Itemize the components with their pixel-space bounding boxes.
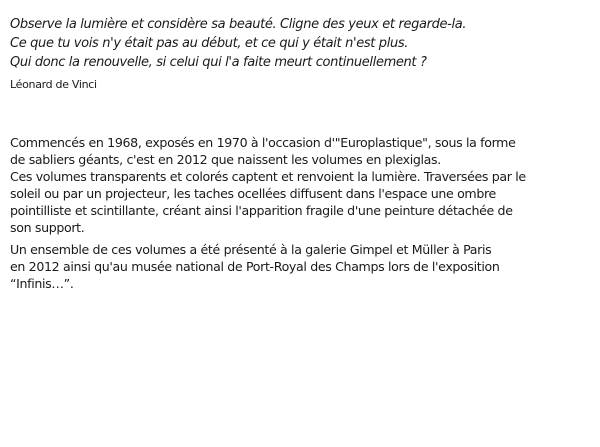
paragraph-line: “Infinis…”. <box>10 276 74 291</box>
quote-line: Ce que tu vois n'y était pas au début, et ce qui y était n'est plus. <box>10 36 409 51</box>
quote-line: Qui donc la renouvelle, si celui qui l'a faite meurt continuellement ? <box>10 55 427 70</box>
paragraph-line: son support. <box>10 220 85 235</box>
paragraph-line: Ces volumes transparents et colorés captent et renvoient la lumière. Traversées par le <box>10 169 526 184</box>
quote-line: Observe la lumière et considère sa beauté. Cligne des yeux et regarde-la. <box>10 17 467 32</box>
paragraph-line: Commencés en 1968, exposés en 1970 à l'occasion d'"Europlastique", sous la forme <box>10 135 516 150</box>
paragraph-line: pointilliste et scintillante, créant ainsi l'apparition fragile d'une peinture détachée de <box>10 203 513 218</box>
quote-block <box>10 15 595 72</box>
paragraph-line: en 2012 ainsi qu'au musée national de Port-Royal des Champs lors de l'exposition <box>10 259 500 274</box>
paragraph-line: de sabliers géants, c'est en 2012 que naissent les volumes en plexiglas. <box>10 152 441 167</box>
body-paragraph-2 <box>10 241 595 292</box>
paragraph-line: Un ensemble de ces volumes a été présenté à la galerie Gimpel et Müller à Paris <box>10 242 492 257</box>
body-paragraph-1 <box>10 134 595 236</box>
paragraph-line: soleil ou par un projecteur, les taches ocellées diffusent dans l'espace une ombre <box>10 186 496 201</box>
quote-author: Léonard de Vinci <box>10 78 97 91</box>
